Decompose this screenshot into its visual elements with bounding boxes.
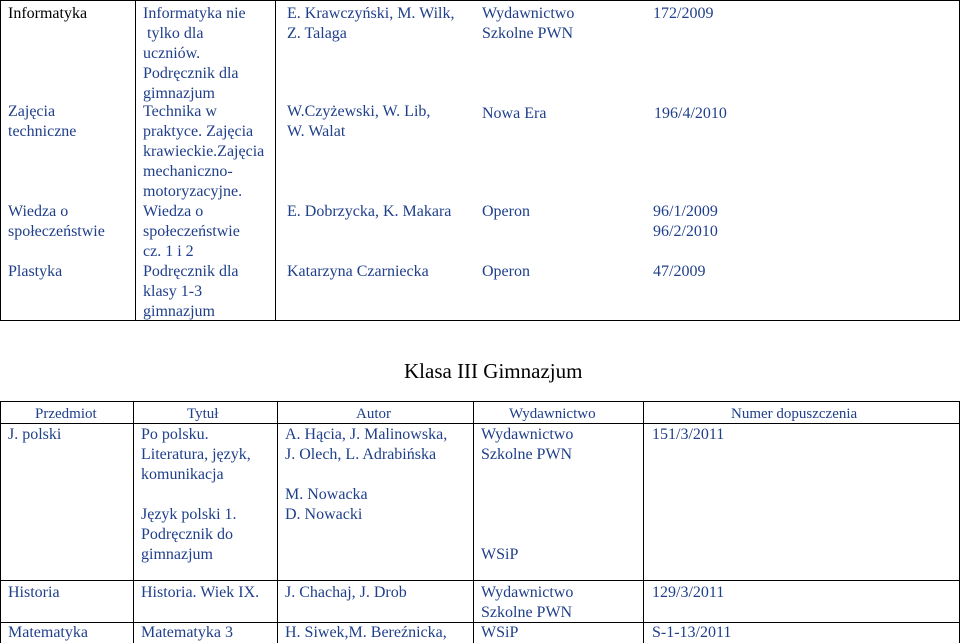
cell-number: S-1-13/2011	[652, 624, 732, 641]
header-number: Numer dopuszczenia	[731, 406, 858, 422]
cell-number: 172/2009	[653, 5, 714, 22]
cell-publisher: Operon	[482, 203, 530, 220]
cell-title: Technika w praktyce. Zajęcia krawieckie.Zajęcia mechaniczno- motoryzacyjne.	[143, 103, 265, 200]
cell-number: 196/4/2010	[654, 105, 727, 122]
cell-publisher: Wydawnictwo Szkolne PWN	[482, 5, 575, 42]
header-author: Autor	[356, 406, 391, 422]
column-divider	[0, 401, 1, 643]
cell-title: Matematyka 3	[141, 624, 233, 641]
cell-publisher: WSiP	[481, 624, 519, 641]
cell-number: 96/1/2009 96/2/2010	[653, 203, 718, 240]
column-divider	[277, 401, 278, 643]
cell-subject: Wiedza o społeczeństwie	[8, 203, 105, 240]
cell-title: Podręcznik dla klasy 1-3 gimnazjum	[143, 263, 239, 320]
row-divider	[0, 401, 960, 402]
cell-subject: Informatyka	[8, 5, 88, 22]
column-divider	[133, 401, 134, 643]
table-border-top	[0, 0, 960, 1]
cell-author: E. Dobrzycka, K. Makara	[287, 203, 452, 220]
cell-author: E. Krawczyński, M. Wilk, Z. Talaga	[287, 5, 455, 42]
cell-author: A. Hącia, J. Malinowska, J. Olech, L. Adrabińska M. Nowacka D. Nowacki	[285, 426, 448, 523]
row-divider	[0, 580, 960, 581]
cell-publisher: Wydawnictwo Szkolne PWN WSiP	[481, 426, 574, 563]
cell-title: Historia. Wiek IX.	[141, 584, 260, 601]
section-title: Klasa III Gimnazjum	[404, 359, 583, 383]
cell-publisher: Operon	[482, 263, 530, 280]
column-divider	[643, 401, 644, 643]
header-subject: Przedmiot	[35, 406, 97, 422]
cell-subject: Matematyka	[8, 624, 88, 641]
cell-title: Informatyka nie tylko dla uczniów. Podręcznik dla gimnazjum	[143, 5, 246, 102]
cell-author: Katarzyna Czarniecka	[287, 263, 429, 280]
column-divider	[275, 0, 276, 321]
textbook-table-upper	[0, 0, 960, 321]
cell-author: H. Siwek,M. Bereźnicka,	[285, 624, 447, 641]
table-border-left	[0, 0, 1, 321]
cell-number: 129/3/2011	[652, 584, 725, 601]
cell-publisher: Nowa Era	[482, 105, 547, 122]
column-divider	[135, 0, 136, 321]
header-title: Tytuł	[187, 406, 219, 422]
cell-subject: Zajęcia techniczne	[8, 103, 77, 140]
column-divider	[473, 401, 474, 643]
cell-subject: Plastyka	[8, 263, 63, 280]
header-publisher: Wydawnictwo	[509, 406, 596, 422]
cell-number: 151/3/2011	[652, 426, 725, 443]
cell-author: J. Chachaj, J. Drob	[285, 584, 407, 601]
cell-author: W.Czyżewski, W. Lib, W. Walat	[287, 103, 431, 140]
cell-publisher: Wydawnictwo Szkolne PWN	[481, 584, 574, 621]
cell-title: Wiedza o społeczeństwie cz. 1 i 2	[143, 203, 240, 260]
cell-subject: Historia	[8, 584, 60, 601]
cell-subject: J. polski	[8, 426, 62, 443]
cell-number: 47/2009	[653, 263, 706, 280]
cell-title: Po polsku. Literatura, język, komunikacja Język polski 1. Podręcznik do gimnazjum	[141, 426, 251, 563]
